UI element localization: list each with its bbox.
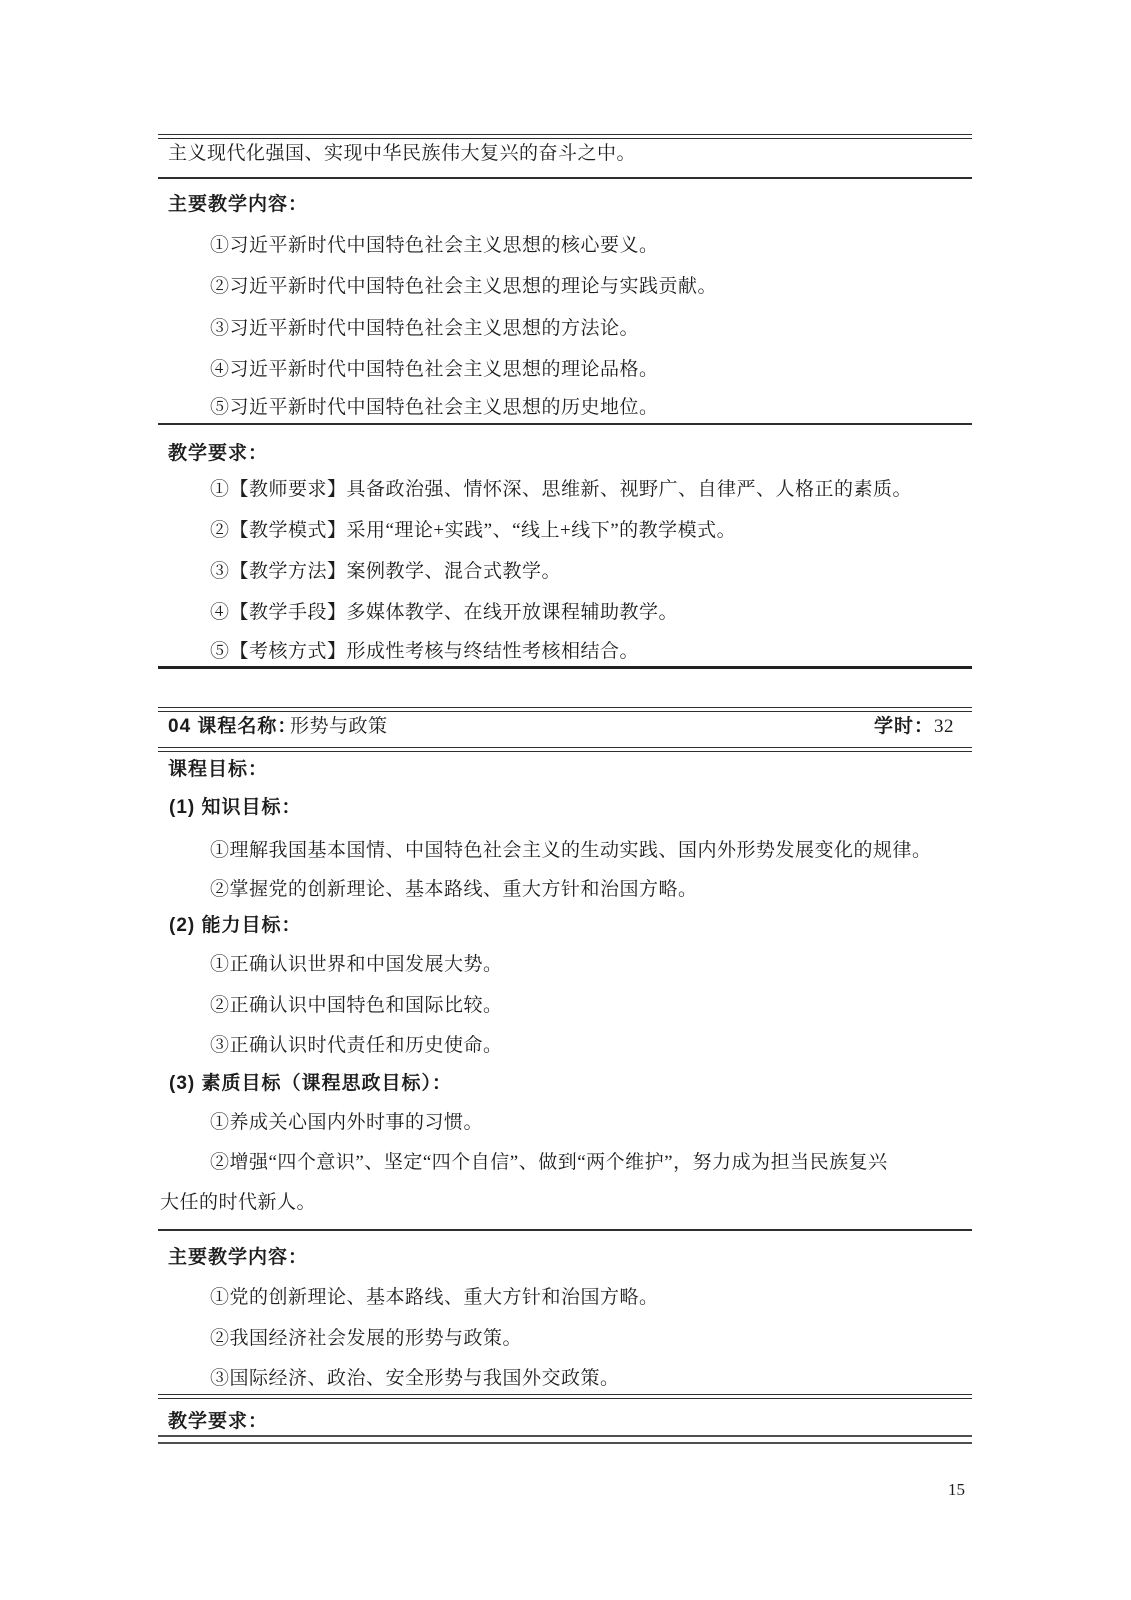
goal-group-heading-ability: (2) 能力目标： xyxy=(169,915,302,936)
divider-table2-top xyxy=(158,707,972,712)
section-heading-requirements-2: 教学要求： xyxy=(168,1411,269,1432)
divider-table1-bottom xyxy=(158,666,972,669)
list-item: ④习近平新时代中国特色社会主义思想的理论品格。 xyxy=(210,359,659,380)
hours-value: 32 xyxy=(934,716,954,737)
goal-group-heading-knowledge: (1) 知识目标： xyxy=(169,797,302,818)
divider xyxy=(158,177,972,179)
list-item: ⑤习近平新时代中国特色社会主义思想的历史地位。 xyxy=(210,397,659,418)
section-heading-course-goals: 课程目标： xyxy=(168,759,269,780)
page-number: 15 xyxy=(948,1480,965,1499)
list-item: ⑤【考核方式】形成性考核与终结性考核相结合。 xyxy=(210,641,640,662)
list-item: ①养成关心国内外时事的习惯。 xyxy=(210,1112,484,1133)
list-item: ①习近平新时代中国特色社会主义思想的核心要义。 xyxy=(210,235,659,256)
list-item: ③正确认识时代责任和历史使命。 xyxy=(210,1035,503,1056)
divider xyxy=(158,423,972,425)
divider-header-bottom xyxy=(158,747,972,752)
list-item: ③【教学方法】案例教学、混合式教学。 xyxy=(210,561,562,582)
section-heading-main-content: 主要教学内容： xyxy=(168,194,309,215)
list-item: ②习近平新时代中国特色社会主义思想的理论与实践贡献。 xyxy=(210,276,718,297)
list-item: ②掌握党的创新理论、基本路线、重大方针和治国方略。 xyxy=(210,879,698,900)
list-item-continuation: 大任的时代新人。 xyxy=(160,1192,317,1213)
section-heading-requirements: 教学要求： xyxy=(168,443,269,464)
list-item: ②【教学模式】采用“理论+实践”、“线上+线下”的教学模式。 xyxy=(210,520,737,541)
course-name: 形势与政策 xyxy=(290,716,388,737)
continuation-text: 主义现代化强国、实现中华民族伟大复兴的奋斗之中。 xyxy=(168,143,637,164)
list-item: ③国际经济、政治、安全形势与我国外交政策。 xyxy=(210,1368,620,1389)
list-item: ②我国经济社会发展的形势与政策。 xyxy=(210,1328,523,1349)
list-item: ②正确认识中国特色和国际比较。 xyxy=(210,995,503,1016)
divider-table2-bottom xyxy=(158,1435,972,1444)
list-item: ①正确认识世界和中国发展大势。 xyxy=(210,954,503,975)
divider xyxy=(158,1229,972,1231)
divider-table1-top xyxy=(158,134,972,139)
list-item: ③习近平新时代中国特色社会主义思想的方法论。 xyxy=(210,318,640,339)
list-item: ①理解我国基本国情、中国特色社会主义的生动实践、国内外形势发展变化的规律。 xyxy=(210,840,932,861)
document-body xyxy=(158,0,972,1600)
goal-group-heading-quality: (3) 素质目标（课程思政目标）： xyxy=(169,1073,453,1094)
course-code-label: 04 课程名称： xyxy=(168,716,298,737)
divider xyxy=(158,1394,972,1399)
list-item: ①【教师要求】具备政治强、情怀深、思维新、视野广、自律严、人格正的素质。 xyxy=(210,479,913,500)
hours-label: 学时： xyxy=(874,716,935,737)
list-item: ②增强“四个意识”、坚定“四个自信”、做到“两个维护”，努力成为担当民族复兴 xyxy=(210,1152,888,1173)
list-item: ①党的创新理论、基本路线、重大方针和治国方略。 xyxy=(210,1287,659,1308)
section-heading-main-content-2: 主要教学内容： xyxy=(168,1247,309,1268)
list-item: ④【教学手段】多媒体教学、在线开放课程辅助教学。 xyxy=(210,602,679,623)
